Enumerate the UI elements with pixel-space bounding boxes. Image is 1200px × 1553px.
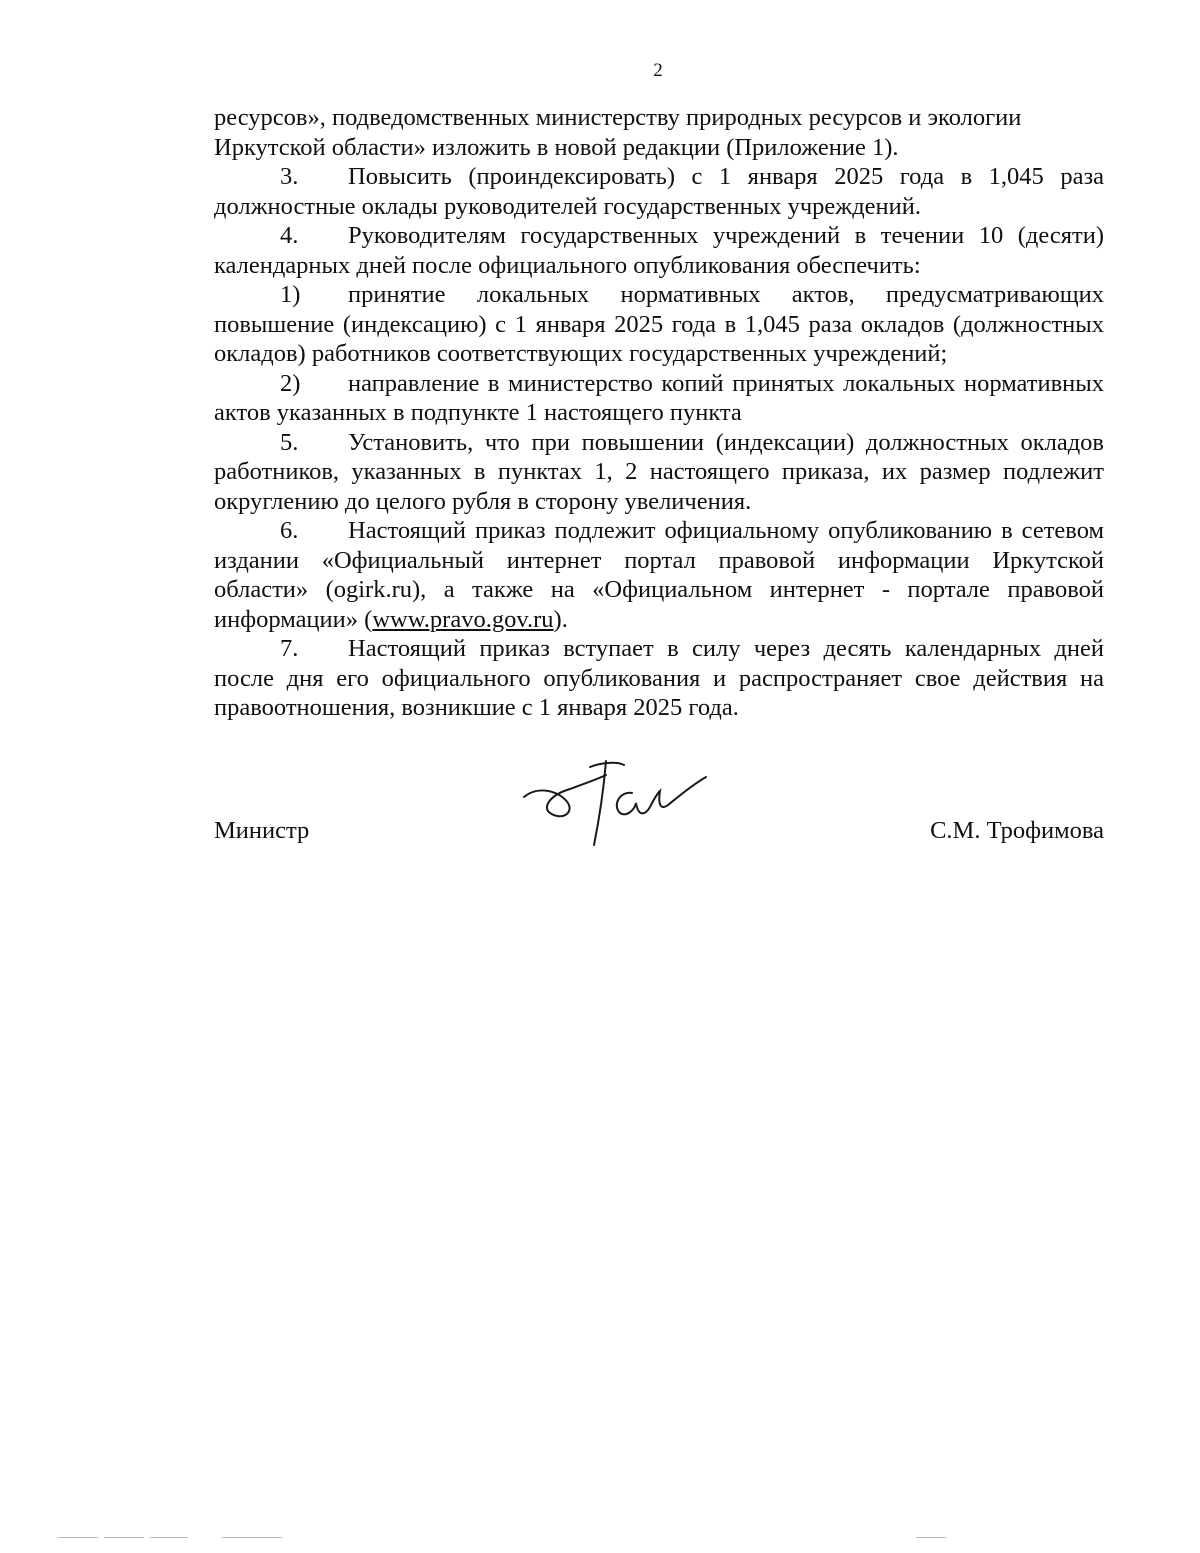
item-3 — [214, 162, 1104, 221]
item-text-before-link: Настоящий приказ подлежит официальному опубликованию в сетевом издании «Официальный интернет портал правовой информации Иркутской области» (ogirk.ru), а также на «Официальном интернет - портале правовой информации» ( — [214, 517, 1104, 633]
item-text: Установить, что при повышении (индексации) должностных окладов работников, указанных в пунктах 1, 2 настоящего приказа, их размер подлежит округлению до целого рубля в сторону увеличения. — [214, 428, 1104, 515]
item-text: принятие локальных нормативных актов, предусматривающих повышение (индексацию) с 1 января 2025 года в 1,045 раза окладов (должностных окладов) работников соответствующих государственных учреждений; — [214, 281, 1104, 367]
scan-artifact-line — [222, 1537, 282, 1538]
scan-artifact-line — [58, 1537, 98, 1538]
item-7 — [214, 634, 1104, 723]
item-text: Руководителям государственных учреждений в течении 10 (десяти) календарных дней после официального опубликования обеспечить: — [214, 222, 1104, 279]
intro-line-2: Иркутской области» изложить в новой редакции (Приложение 1). — [214, 133, 899, 161]
subitem-1 — [214, 280, 1104, 369]
item-number: 5. — [280, 428, 299, 456]
signatory-title: Министр — [214, 817, 310, 844]
item-text: Повысить (проиндексировать) с 1 января 2025 года в 1,045 раза должностные оклады руководителей государственных учреждений. — [214, 163, 1104, 220]
item-number: 1) — [280, 281, 301, 308]
subitem-2 — [214, 369, 1104, 428]
item-number: 6. — [280, 517, 299, 544]
item-number: 4. — [280, 222, 299, 249]
document-body — [214, 103, 1104, 723]
intro-line-1: ресурсов», подведомственных министерству природных ресурсов и экологии — [214, 104, 1022, 131]
item-text: Настоящий приказ вступает в силу через десять календарных дней после дня его официального опубликования и распространяет свое действия на правоотношения, возникшие с 1 января 2025 года. — [214, 635, 1104, 721]
item-number: 2) — [280, 369, 301, 397]
item-5 — [214, 428, 1104, 517]
scan-artifact-line — [916, 1537, 946, 1538]
item-text: направление в министерство копий принятых локальных нормативных актов указанных в подпункте 1 настоящего пункта — [214, 369, 1104, 426]
item-number: 7. — [280, 635, 299, 662]
item-number: 3. — [280, 163, 299, 190]
item-6 — [214, 516, 1104, 634]
signature-block — [214, 755, 1104, 865]
item-text-after-link: ). — [553, 605, 568, 633]
scan-artifact-line — [104, 1537, 144, 1538]
handwritten-signature-icon — [520, 755, 710, 855]
intro-paragraph — [214, 103, 1104, 162]
page-number: 2 — [653, 60, 663, 81]
signatory-name: С.М. Трофимова — [930, 817, 1104, 844]
scan-artifact-line — [150, 1537, 188, 1538]
item-4 — [214, 221, 1104, 280]
pravo-gov-link[interactable]: www.pravo.gov.ru — [372, 605, 554, 633]
